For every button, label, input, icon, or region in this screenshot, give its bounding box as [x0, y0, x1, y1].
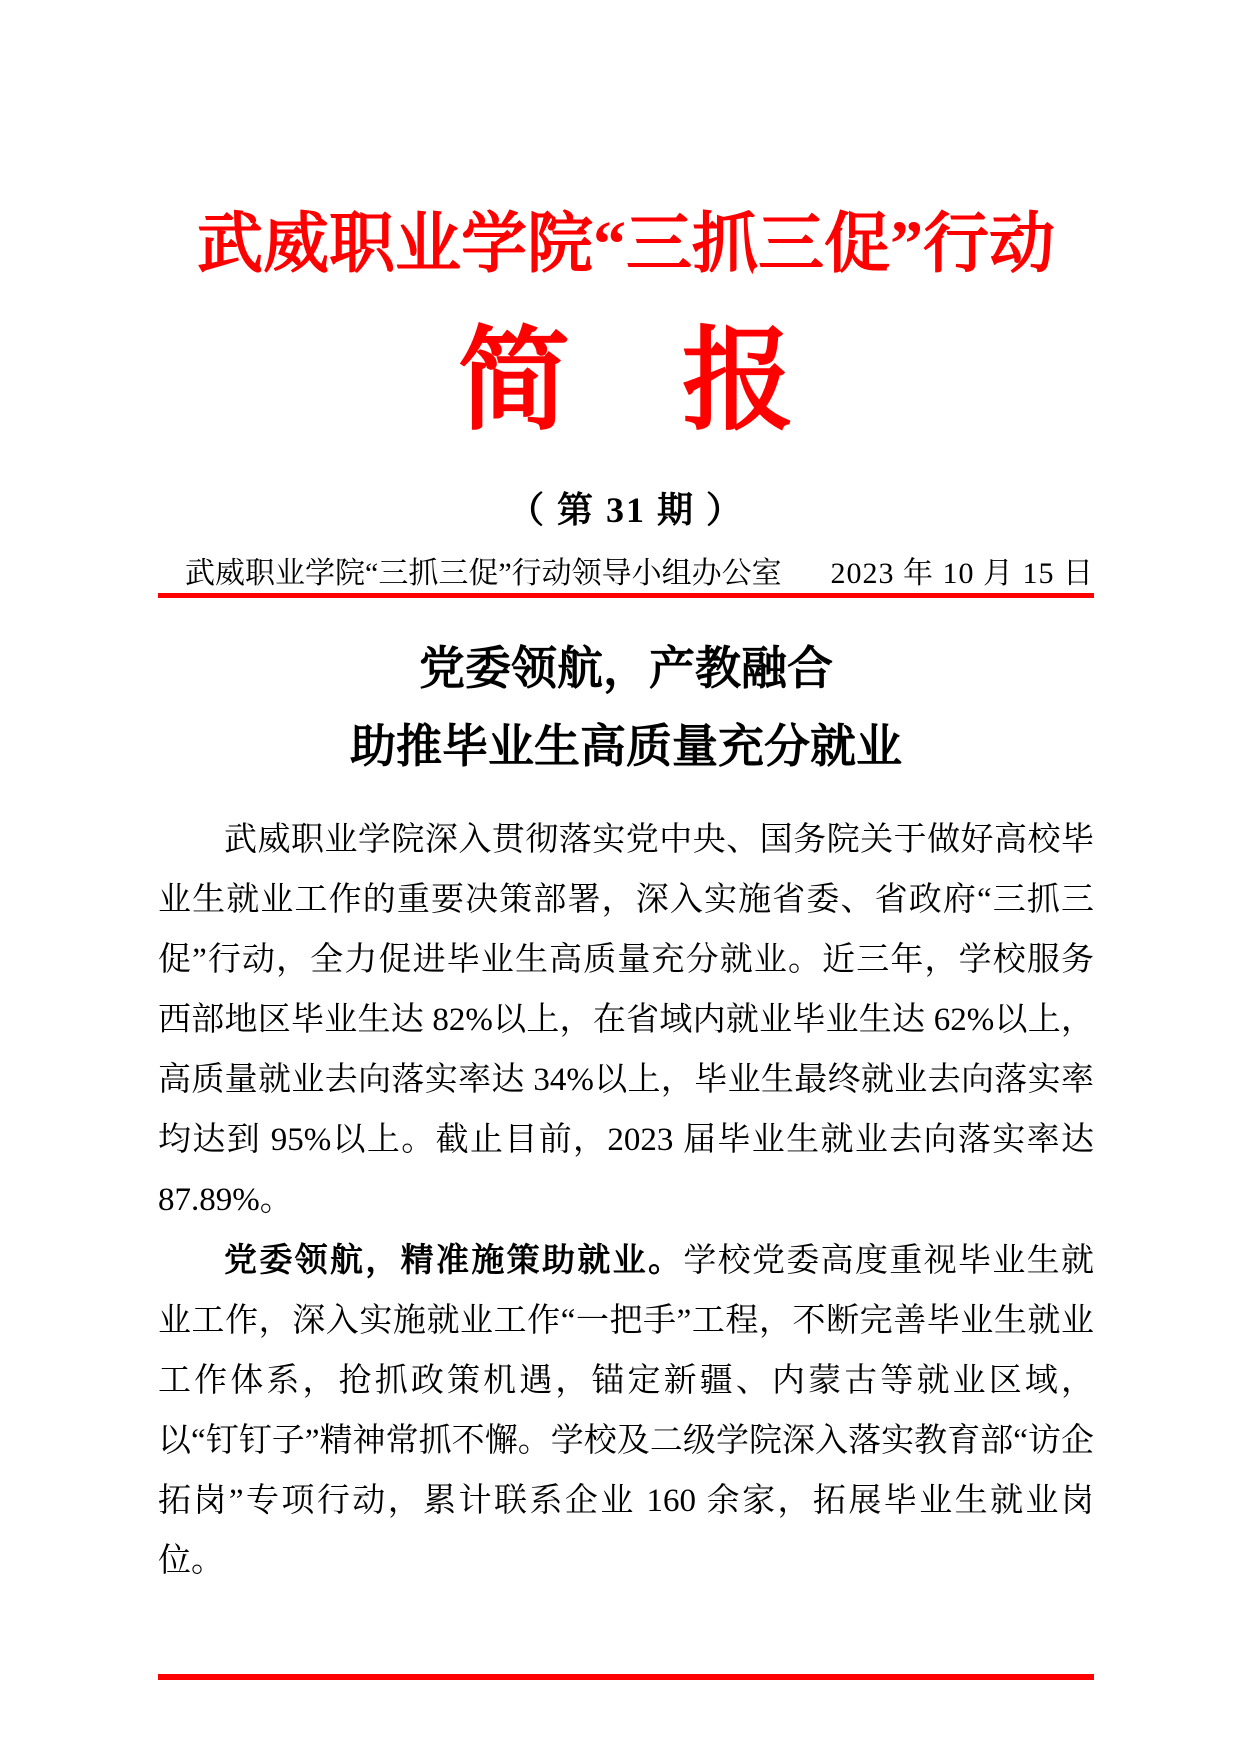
masthead-subtitle: 简 报: [458, 320, 794, 444]
article-title-line-2: 助推毕业生高质量充分就业: [350, 721, 902, 772]
office-date-row: [158, 558, 1094, 590]
header-rule: [158, 593, 1094, 598]
article-title: [158, 630, 1094, 786]
office-name: 武威职业学院“三抓三促”行动领导小组办公室: [185, 557, 782, 590]
issue-number: （ 第 31 期 ）: [507, 490, 744, 530]
article-body: [158, 810, 1094, 1591]
paragraph: 武威职业学院深入贯彻落实党中央、国务院关于做好高校毕业生就业工作的重要决策部署，深入实施省委、省政府“三抓三促”行动，全力促进毕业生高质量充分就业。近三年，学校服务西部地区毕业生达 82%以上，在省域内就业毕业生达 62%以上，高质量就业去向落实率达 34%以上，毕业生最终就业去向落实率均达到 95%以上。截止目前，2023 届毕业生就业去向落实率达87.89%。: [158, 822, 1094, 1218]
paragraph: 党委领航，精准施策助就业。学校党委高度重视毕业生就业工作，深入实施就业工作“一把手”工程，不断完善毕业生就业工作体系，抢抓政策机遇，锚定新疆、内蒙古等就业区域，以“钉钉子”精神常抓不懈。学校及二级学院深入落实教育部“访企拓岗”专项行动，累计联系企业 160 余家，拓展毕业生就业岗位。: [158, 1241, 1095, 1579]
masthead-title: 武威职业学院“三抓三促”行动: [197, 208, 1055, 281]
article-title-line-1: 党委领航，产教融合: [419, 643, 833, 694]
paragraph-lead: 党委领航，精准施策助就业。: [224, 1241, 684, 1278]
end-rule: [158, 1674, 1094, 1680]
issue-date: 2023 年 10 月 15 日: [830, 557, 1094, 590]
